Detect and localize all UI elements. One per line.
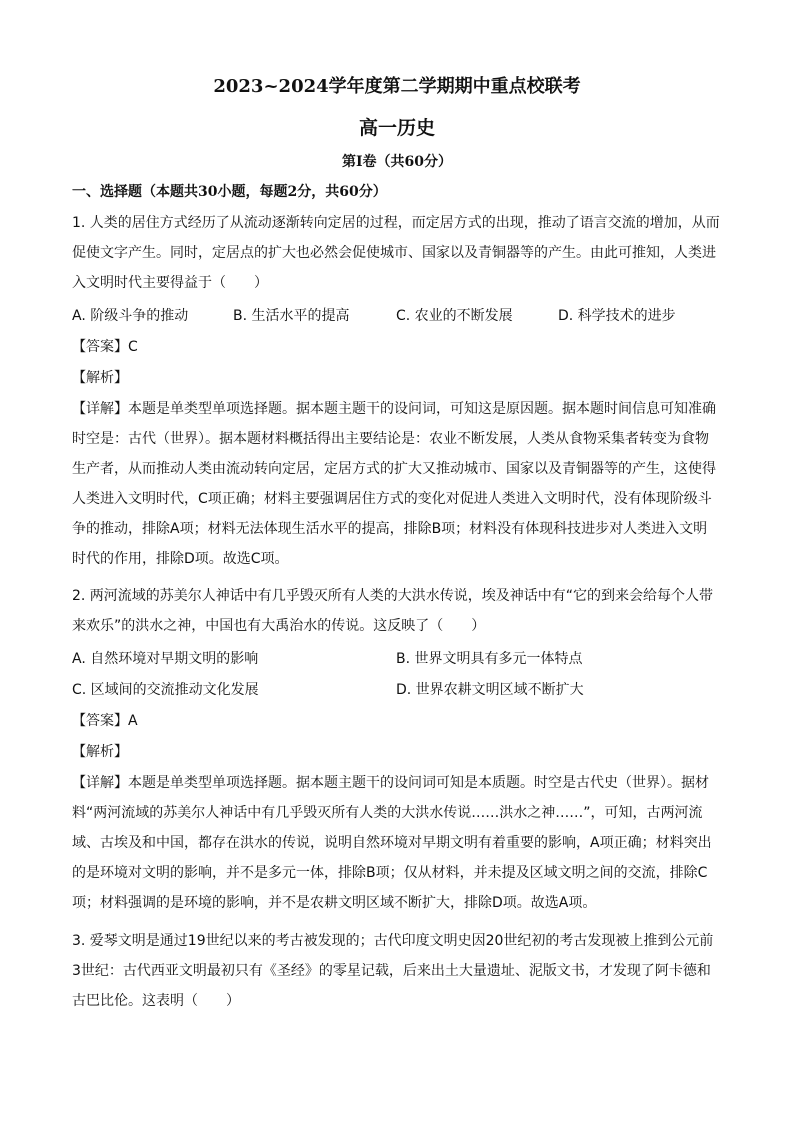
q1-option-d: D. 科学技术的进步 xyxy=(558,308,676,324)
q1-detail-line: 人类进入文明时代，C项正确；材料主要强调居住方式的变化对促进人类进入文明时代，没有体现阶级斗 xyxy=(72,491,712,507)
q2-stem-line: 2. 两河流域的苏美尔人神话中有几乎毁灭所有人类的大洪水传说，埃及神话中有“它的到来会给每个人带 xyxy=(72,588,714,604)
q2-detail-line: 的是环境对文明的影响，并不是多元一体，排除B项；仅从材料，并未提及区域文明之间的交流，排除C xyxy=(72,865,708,881)
q1-answer: 【答案】C xyxy=(72,339,138,355)
volume-title: 第Ⅰ卷（共60分） xyxy=(341,154,453,170)
q1-stem-line: 入文明时代主要得益于（ ） xyxy=(72,275,268,291)
q1-detail-line: 时代的作用，排除D项。故选C项。 xyxy=(72,551,289,567)
q2-detail-line: 域、古埃及和中国，都存在洪水的传说，说明自然环境对早期文明有着重要的影响，A项正确；材料突出 xyxy=(72,835,712,851)
subject-title: 高一历史 xyxy=(358,117,435,139)
q1-option-a: A. 阶级斗争的推动 xyxy=(72,308,189,324)
q2-answer: 【答案】A xyxy=(72,713,138,729)
q1-detail-line: 时空是：古代（世界）。据本题材料概括得出主要结论是：农业不断发展，人类从食物采集者转变为食物 xyxy=(72,431,709,447)
q1-detail-line: 生产者，从而推动人类由流动转向定居，定居方式的扩大又推动城市、国家以及青铜器等的产生，这使得 xyxy=(72,461,716,477)
q1-option-c: C. 农业的不断发展 xyxy=(396,308,513,324)
q2-detail-line: 料“两河流域的苏美尔人神话中有几乎毁灭所有人类的大洪水传说……洪水之神……”，可知，古两河流 xyxy=(72,805,703,821)
section-heading: 一、选择题（本题共30小题，每题2分，共60分） xyxy=(72,184,387,200)
q2-option-d: D. 世界农耕文明区域不断扩大 xyxy=(396,682,584,698)
q2-analysis-label: 【解析】 xyxy=(72,744,128,760)
q2-option-c: C. 区域间的交流推动文化发展 xyxy=(72,682,259,698)
q2-detail-line: 项；材料强调的是环境的影响，并不是农耕文明区域不断扩大，排除D项。故选A项。 xyxy=(72,895,597,911)
q3-stem-line: 3世纪：古代西亚文明最初只有《圣经》的零星记载，后来出土大量遗址、泥版文书，才发现了阿卡德和 xyxy=(72,963,711,979)
exam-title: 2023~2024学年度第二学期期中重点校联考 xyxy=(213,76,581,97)
q1-option-b: B. 生活水平的提高 xyxy=(233,308,350,324)
q2-option-a: A. 自然环境对早期文明的影响 xyxy=(72,651,259,667)
q3-stem-line: 3. 爱琴文明是通过19世纪以来的考古被发现的；古代印度文明史因20世纪初的考古发现被上推到公元前 xyxy=(72,933,714,949)
q2-option-b: B. 世界文明具有多元一体特点 xyxy=(396,651,583,667)
q3-stem-line: 古巴比伦。这表明（ ） xyxy=(72,993,240,1009)
q2-detail-line: 【详解】本题是单类型单项选择题。据本题主题干的设问词可知是本质题。时空是古代史（世界）。据材 xyxy=(72,775,709,791)
q1-stem-line: 促使文字产生。同时，定居点的扩大也必然会促使城市、国家以及青铜器等的产生。由此可推知，人类进 xyxy=(72,245,716,261)
q1-stem-line: 1. 人类的居住方式经历了从流动逐渐转向定居的过程，而定居方式的出现，推动了语言交流的增加，从而 xyxy=(72,215,720,231)
q1-detail-line: 【详解】本题是单类型单项选择题。据本题主题干的设问词，可知这是原因题。据本题时间信息可知准确 xyxy=(72,401,716,417)
q1-detail-line: 争的推动，排除A项；材料无法体现生活水平的提高，排除B项；材料没有体现科技进步对人类进入文明 xyxy=(72,521,708,537)
q2-stem-line: 来欢乐”的洪水之神，中国也有大禹治水的传说。这反映了（ ） xyxy=(72,618,486,634)
q1-analysis-label: 【解析】 xyxy=(72,370,128,386)
